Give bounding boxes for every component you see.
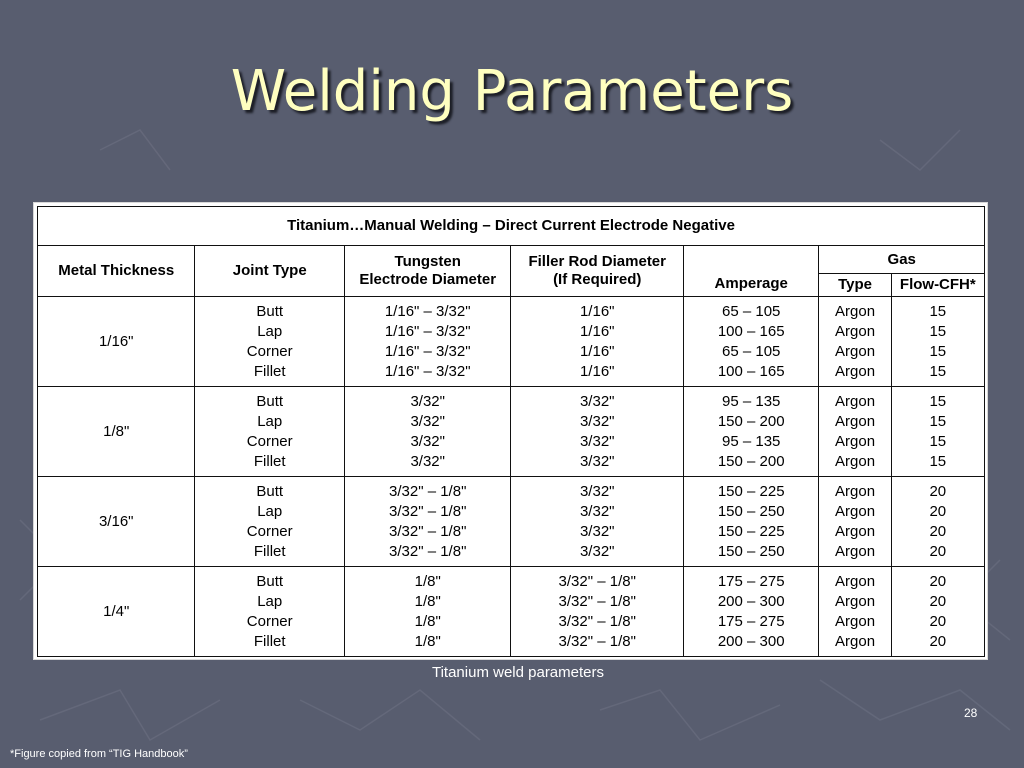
amperage-cell xyxy=(684,477,819,567)
tungsten-diameter-value: 3/32" xyxy=(410,412,445,430)
flow-cfh-value: 15 xyxy=(929,452,947,470)
gas-type-value: Argon xyxy=(835,612,876,630)
flow-cfh-value: 20 xyxy=(929,482,947,500)
joint-type-value: Lap xyxy=(257,322,283,340)
tungsten-diameter-value: 1/16" – 3/32" xyxy=(384,322,471,340)
amperage-cell xyxy=(684,297,819,387)
gas-type-cell xyxy=(819,567,891,657)
gas-type-value: Argon xyxy=(835,632,876,650)
metal-thickness-cell: 1/4" xyxy=(38,567,195,657)
gas-type-value: Argon xyxy=(835,342,876,360)
amperage-value: 175 – 275 xyxy=(717,572,785,590)
flow-cfh-value: 15 xyxy=(929,432,947,450)
amperage-cell xyxy=(684,567,819,657)
amperage-value: 100 – 165 xyxy=(717,362,785,380)
joint-type-cell xyxy=(195,297,344,387)
table-row xyxy=(38,477,985,567)
metal-thickness-cell: 1/16" xyxy=(38,297,195,387)
amperage-value: 95 – 135 xyxy=(722,392,781,410)
amperage-value: 150 – 200 xyxy=(717,452,785,470)
flow-cfh-value: 20 xyxy=(929,632,947,650)
tungsten-diameter-value: 3/32" xyxy=(410,452,445,470)
gas-type-value: Argon xyxy=(835,592,876,610)
joint-type-value: Corner xyxy=(246,432,293,450)
table-row xyxy=(38,297,985,387)
figure-caption: Titanium weld parameters xyxy=(431,664,604,681)
tungsten-diameter-value: 1/16" – 3/32" xyxy=(384,302,471,320)
filler-diameter-value: 1/16" xyxy=(579,322,615,340)
amperage-value: 150 – 225 xyxy=(717,482,785,500)
tungsten-diameter-cell xyxy=(344,477,511,567)
filler-diameter-value: 3/32" – 1/8" xyxy=(558,612,636,630)
amperage-value: 150 – 250 xyxy=(717,502,785,520)
filler-diameter-value: 3/32" xyxy=(579,482,615,500)
tungsten-diameter-cell xyxy=(344,387,511,477)
gas-type-value: Argon xyxy=(835,572,876,590)
amperage-value: 65 – 105 xyxy=(722,302,781,320)
joint-type-value: Butt xyxy=(256,392,284,410)
amperage-value: 100 – 165 xyxy=(717,322,785,340)
filler-diameter-value: 3/32" xyxy=(579,412,615,430)
table-row xyxy=(38,567,985,657)
joint-type-value: Fillet xyxy=(253,632,286,650)
filler-diameter-value: 3/32" xyxy=(579,452,615,470)
flow-cfh-value: 20 xyxy=(929,592,947,610)
gas-type-value: Argon xyxy=(835,412,876,430)
flow-cfh-value: 20 xyxy=(929,542,947,560)
header-metal-thickness: Metal Thickness xyxy=(38,246,195,297)
metal-thickness-cell: 3/16" xyxy=(38,477,195,567)
header-filler-rod-diameter: Filler Rod Diameter (If Required) xyxy=(511,246,684,297)
tungsten-diameter-value: 1/8" xyxy=(414,612,441,630)
flow-cfh-cell xyxy=(891,477,984,567)
tungsten-diameter-value: 1/8" xyxy=(414,592,441,610)
table-row xyxy=(38,387,985,477)
filler-diameter-value: 1/16" xyxy=(579,302,615,320)
filler-diameter-value: 3/32" xyxy=(579,542,615,560)
joint-type-value: Fillet xyxy=(253,362,286,380)
flow-cfh-value: 15 xyxy=(929,362,947,380)
gas-type-value: Argon xyxy=(835,502,876,520)
tungsten-diameter-value: 3/32" – 1/8" xyxy=(389,482,467,500)
flow-cfh-value: 20 xyxy=(929,572,947,590)
amperage-value: 150 – 225 xyxy=(717,522,785,540)
joint-type-value: Corner xyxy=(246,612,293,630)
slide-title: Welding Parameters xyxy=(230,59,794,124)
header-gas-type: Type xyxy=(819,274,891,297)
filler-diameter-cell xyxy=(511,477,684,567)
flow-cfh-cell xyxy=(891,567,984,657)
tungsten-diameter-value: 3/32" xyxy=(410,432,445,450)
joint-type-value: Butt xyxy=(256,302,284,320)
joint-type-value: Lap xyxy=(257,502,283,520)
flow-cfh-value: 15 xyxy=(929,302,947,320)
gas-type-value: Argon xyxy=(835,482,876,500)
tungsten-diameter-cell xyxy=(344,567,511,657)
filler-diameter-value: 3/32" – 1/8" xyxy=(558,592,636,610)
tungsten-diameter-value: 1/16" – 3/32" xyxy=(384,362,471,380)
filler-diameter-value: 3/32" xyxy=(579,502,615,520)
metal-thickness-cell: 1/8" xyxy=(38,387,195,477)
header-flow-cfh: Flow-CFH* xyxy=(891,274,984,297)
flow-cfh-value: 20 xyxy=(929,502,947,520)
joint-type-value: Corner xyxy=(246,522,293,540)
welding-parameters-table xyxy=(37,206,985,657)
joint-type-value: Fillet xyxy=(253,452,286,470)
gas-type-cell xyxy=(819,297,891,387)
flow-cfh-value: 15 xyxy=(929,392,947,410)
tungsten-diameter-value: 1/16" – 3/32" xyxy=(384,342,471,360)
header-gas: Gas xyxy=(819,246,985,274)
gas-type-value: Argon xyxy=(835,542,876,560)
filler-diameter-value: 3/32" – 1/8" xyxy=(558,632,636,650)
header-joint-type: Joint Type xyxy=(195,246,344,297)
gas-type-value: Argon xyxy=(835,302,876,320)
joint-type-cell xyxy=(195,387,344,477)
gas-type-value: Argon xyxy=(835,432,876,450)
tungsten-diameter-value: 3/32" xyxy=(410,392,445,410)
filler-diameter-value: 3/32" – 1/8" xyxy=(558,572,636,590)
filler-diameter-value: 3/32" xyxy=(579,392,615,410)
flow-cfh-value: 15 xyxy=(929,412,947,430)
gas-type-value: Argon xyxy=(835,322,876,340)
flow-cfh-value: 15 xyxy=(929,322,947,340)
flow-cfh-value: 15 xyxy=(929,342,947,360)
table-title: Titanium…Manual Welding – Direct Current Electrode Negative xyxy=(38,207,985,246)
amperage-value: 150 – 250 xyxy=(717,542,785,560)
header-amperage: Amperage xyxy=(684,246,819,297)
gas-type-cell xyxy=(819,477,891,567)
gas-type-cell xyxy=(819,387,891,477)
joint-type-value: Lap xyxy=(257,592,283,610)
filler-diameter-cell xyxy=(511,387,684,477)
tungsten-diameter-value: 3/32" – 1/8" xyxy=(389,522,467,540)
tungsten-diameter-value: 1/8" xyxy=(414,572,441,590)
header-tungsten-electrode-diameter: Tungsten Electrode Diameter xyxy=(344,246,511,297)
amperage-value: 175 – 275 xyxy=(717,612,785,630)
filler-diameter-cell xyxy=(511,567,684,657)
joint-type-value: Corner xyxy=(246,342,293,360)
flow-cfh-value: 20 xyxy=(929,522,947,540)
filler-diameter-value: 1/16" xyxy=(579,362,615,380)
joint-type-value: Butt xyxy=(256,482,284,500)
gas-type-value: Argon xyxy=(835,392,876,410)
tungsten-diameter-value: 3/32" – 1/8" xyxy=(389,502,467,520)
amperage-cell xyxy=(684,387,819,477)
joint-type-cell xyxy=(195,477,344,567)
gas-type-value: Argon xyxy=(835,452,876,470)
joint-type-value: Butt xyxy=(256,572,284,590)
gas-type-value: Argon xyxy=(835,522,876,540)
page-number: 28 xyxy=(964,706,978,720)
amperage-value: 95 – 135 xyxy=(722,432,781,450)
joint-type-value: Fillet xyxy=(253,542,286,560)
amperage-value: 150 – 200 xyxy=(717,412,785,430)
joint-type-cell xyxy=(195,567,344,657)
filler-diameter-cell xyxy=(511,297,684,387)
filler-diameter-value: 3/32" xyxy=(579,432,615,450)
flow-cfh-cell xyxy=(891,297,984,387)
tungsten-diameter-cell xyxy=(344,297,511,387)
filler-diameter-value: 3/32" xyxy=(579,522,615,540)
amperage-value: 200 – 300 xyxy=(717,632,785,650)
footnote: *Figure copied from “TIG Handbook” xyxy=(10,748,188,760)
joint-type-value: Lap xyxy=(257,412,283,430)
flow-cfh-value: 20 xyxy=(929,612,947,630)
tungsten-diameter-value: 1/8" xyxy=(414,632,441,650)
flow-cfh-cell xyxy=(891,387,984,477)
filler-diameter-value: 1/16" xyxy=(579,342,615,360)
gas-type-value: Argon xyxy=(835,362,876,380)
tungsten-diameter-value: 3/32" – 1/8" xyxy=(389,542,467,560)
amperage-value: 200 – 300 xyxy=(717,592,785,610)
amperage-value: 65 – 105 xyxy=(722,342,781,360)
parameters-table-frame xyxy=(33,202,988,660)
